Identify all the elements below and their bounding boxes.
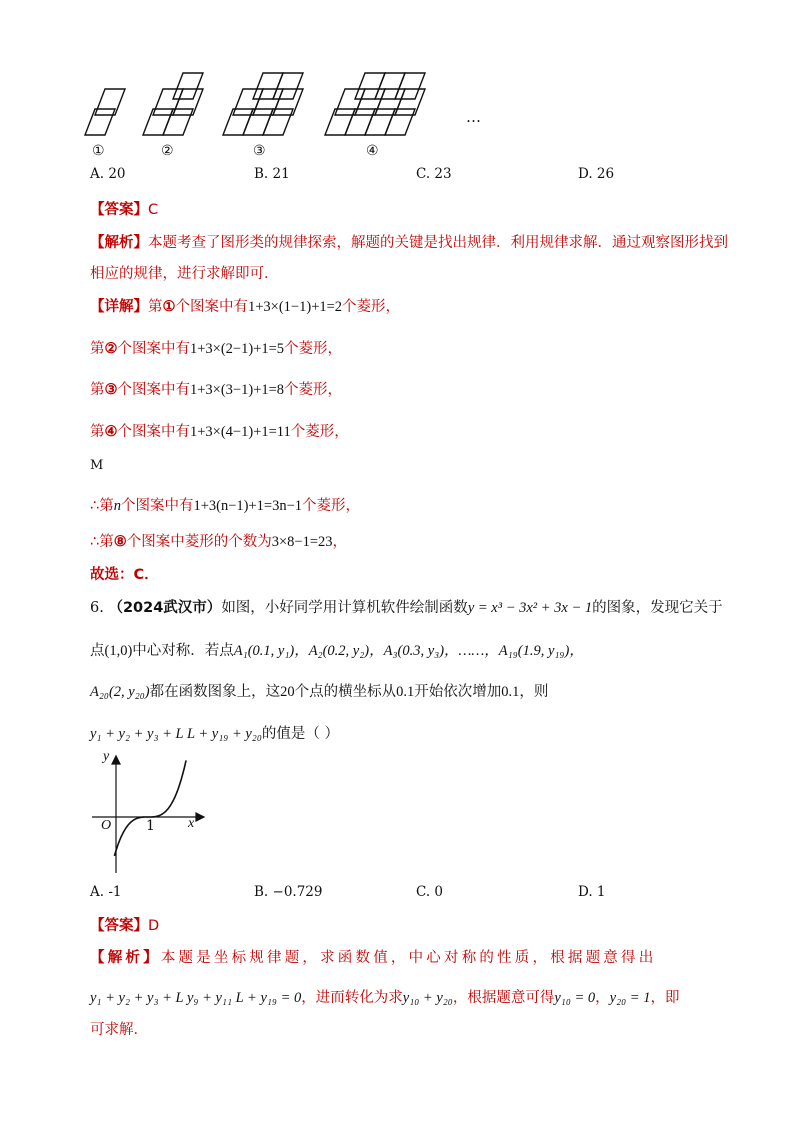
rhombus xyxy=(273,89,303,115)
question-source: （2024武汉市） xyxy=(108,600,222,616)
q6-text: 的图象，发现它关于 xyxy=(592,600,723,616)
rhombus xyxy=(163,109,193,135)
q6-analysis-line-1 xyxy=(90,946,656,967)
pattern-number: ⑧ xyxy=(113,533,127,550)
general-suffix: 个菱形， xyxy=(302,498,361,514)
q6-text: 开始依次增加 xyxy=(414,684,502,700)
detail-suffix: 个菱形， xyxy=(290,424,349,440)
eighth-suffix: ， xyxy=(332,534,348,550)
rhombus xyxy=(85,109,115,135)
graph-origin-label: O xyxy=(101,818,112,833)
q6-analysis-line-2 xyxy=(90,986,679,1007)
q6-text: ，则 xyxy=(519,684,549,700)
q6-option-c: C. 0 xyxy=(416,884,444,900)
detail-prefix: 第 xyxy=(90,424,105,440)
q6-count: 20 xyxy=(280,684,295,700)
q6-option-d: D. 1 xyxy=(578,884,606,900)
q5-detail-line-4 xyxy=(90,420,349,441)
detail-expression: 1+3×(2−1)+1=5 xyxy=(190,341,285,357)
q6-line-2 xyxy=(90,639,584,660)
answer-tag: 【答案】 xyxy=(90,918,148,934)
q5-detail-line-2 xyxy=(90,337,342,358)
rhombus xyxy=(395,73,425,99)
analysis-expression: y₁₀ = 0 xyxy=(554,990,596,1006)
rhombus xyxy=(263,109,293,135)
pattern-number: ③ xyxy=(104,381,118,398)
rhombus xyxy=(273,73,303,99)
general-expression: 1+3(n−1)+1=3n−1 xyxy=(193,498,303,514)
y-axis-arrow xyxy=(112,756,120,764)
q6-text: 个点的横坐标从 xyxy=(294,684,397,700)
q6-point-a20: A₂₀(2, y₂₀) xyxy=(90,684,150,700)
question-number: 6. xyxy=(90,600,104,616)
q6-answer xyxy=(90,914,159,935)
answer-tag: 【答案】 xyxy=(90,202,148,218)
q6-text: 的值是（ ） xyxy=(261,726,339,742)
pattern-number: ① xyxy=(162,298,176,315)
answer-value: C xyxy=(148,202,159,218)
q6-option-a: A. -1 xyxy=(90,884,122,900)
eighth-prefix: ∴第 xyxy=(90,534,114,550)
analysis-tag: 【解析】 xyxy=(90,235,148,251)
eighth-expression: 3×8−1=23 xyxy=(271,534,333,550)
analysis-tag: 【解析】 xyxy=(90,950,161,966)
detail-suffix: 个菱形， xyxy=(284,382,343,398)
detail-mid: 个图案中有 xyxy=(175,299,248,315)
q5-option-c: C. 23 xyxy=(416,166,452,182)
analysis-text: 本题是坐标规律题，求函数值，中心对称的性质，根据题意得出 xyxy=(160,950,657,966)
q6-line-3 xyxy=(90,680,548,701)
pattern-number: ② xyxy=(104,340,118,357)
q6-line-1 xyxy=(90,596,723,617)
q5-choose: 故选：C． xyxy=(90,567,159,583)
q6-points: A₁(0.1, y₁)，A₂(0.2, y₂)，A₃(0.3, y₃)，……，A₁₉(1.9, y₁₉)， xyxy=(233,643,584,659)
q5-eighth-line xyxy=(90,530,347,551)
analysis-text: ，根据题意可得 xyxy=(452,990,555,1006)
general-n: n xyxy=(113,498,121,514)
x-axis-arrow xyxy=(196,813,204,821)
q6-option-b: B. −0.729 xyxy=(254,884,323,900)
pattern-number: ④ xyxy=(104,423,118,440)
general-prefix: ∴第 xyxy=(90,498,114,514)
q6-text: 点 xyxy=(90,643,105,659)
q6-sum-expression: y₁ + y₂ + y₃ + L L + y₁₉ + y₂₀ xyxy=(90,726,262,742)
q5-option-b: B. 21 xyxy=(254,166,290,182)
analysis-expression: y₂₀ = 1 xyxy=(609,990,651,1006)
figure-ellipsis: … xyxy=(466,108,481,126)
cubic-curve xyxy=(114,760,186,856)
detail-prefix: 第 xyxy=(148,299,163,315)
general-mid: 个图案中有 xyxy=(120,498,194,514)
analysis-text: ，即 xyxy=(650,990,680,1006)
rhombus xyxy=(385,109,415,135)
q5-detail-line-1 xyxy=(90,295,400,316)
graph-tick-1: 1 xyxy=(146,818,155,834)
eighth-mid: 个图案中菱形的个数为 xyxy=(126,534,272,550)
detail-mid: 个图案中有 xyxy=(117,382,190,398)
q6-text: 中心对称．若点 xyxy=(132,643,234,659)
q6-center-point: (1,0) xyxy=(104,643,133,659)
analysis-text: 本题考查了图形类的规律探索，解题的关键是找出规律．利用规律求解．通过观察图形找到 xyxy=(148,235,728,251)
q6-line-4 xyxy=(90,722,339,743)
q6-step: 0.1 xyxy=(501,684,520,700)
q5-analysis-line-1 xyxy=(90,231,728,252)
q5-detail-line-3 xyxy=(90,378,342,399)
q5-general-line xyxy=(90,494,360,515)
detail-mid: 个图案中有 xyxy=(117,341,190,357)
detail-prefix: 第 xyxy=(90,341,105,357)
rhombus xyxy=(173,89,203,115)
detail-expression: 1+3×(4−1)+1=11 xyxy=(190,424,291,440)
detail-prefix: 第 xyxy=(90,382,105,398)
q5-option-d: D. 26 xyxy=(578,166,615,182)
q6-function: y = x³ − 3x² + 3x − 1 xyxy=(467,600,593,616)
analysis-expression: y₁ + y₂ + y₃ + L y₉ + y₁₁ L + y₁₉ = 0 xyxy=(90,990,302,1006)
detail-expression: 1+3×(1−1)+1=2 xyxy=(248,299,343,315)
figure-label-1: ① xyxy=(92,143,105,159)
rhombus xyxy=(173,73,203,99)
detail-suffix: 个菱形， xyxy=(342,299,401,315)
q5-answer xyxy=(90,198,158,219)
q6-analysis-line-3: 可求解． xyxy=(90,1022,148,1038)
detail-tag: 【详解】 xyxy=(90,299,148,315)
figure-label-2: ② xyxy=(161,143,174,159)
answer-value: D xyxy=(148,918,160,934)
q6-text: 如图，小好同学用计算机软件绘制函数 xyxy=(221,600,468,616)
figure-label-4: ④ xyxy=(366,143,379,159)
q5-glyph-m: M xyxy=(90,458,104,473)
graph-x-label: x xyxy=(188,816,195,831)
analysis-text: ，进而转化为求 xyxy=(301,990,403,1006)
analysis-expression: y₁₀ + y₂₀ xyxy=(402,990,453,1006)
rhombus xyxy=(95,89,125,115)
rhombus xyxy=(395,89,425,115)
figure-label-3: ③ xyxy=(253,143,266,159)
detail-expression: 1+3×(3−1)+1=8 xyxy=(190,382,285,398)
q6-text: 都在函数图象上，这 xyxy=(149,684,281,700)
q5-analysis-line-2: 相应的规律，进行求解即可． xyxy=(90,266,279,282)
graph-y-label: y xyxy=(103,749,110,764)
rhombus-pattern-figures xyxy=(0,0,794,160)
detail-suffix: 个菱形， xyxy=(284,341,343,357)
q5-option-a: A. 20 xyxy=(90,166,126,182)
q6-start: 0.1 xyxy=(396,684,415,700)
detail-mid: 个图案中有 xyxy=(117,424,190,440)
analysis-text: ， xyxy=(595,990,610,1006)
